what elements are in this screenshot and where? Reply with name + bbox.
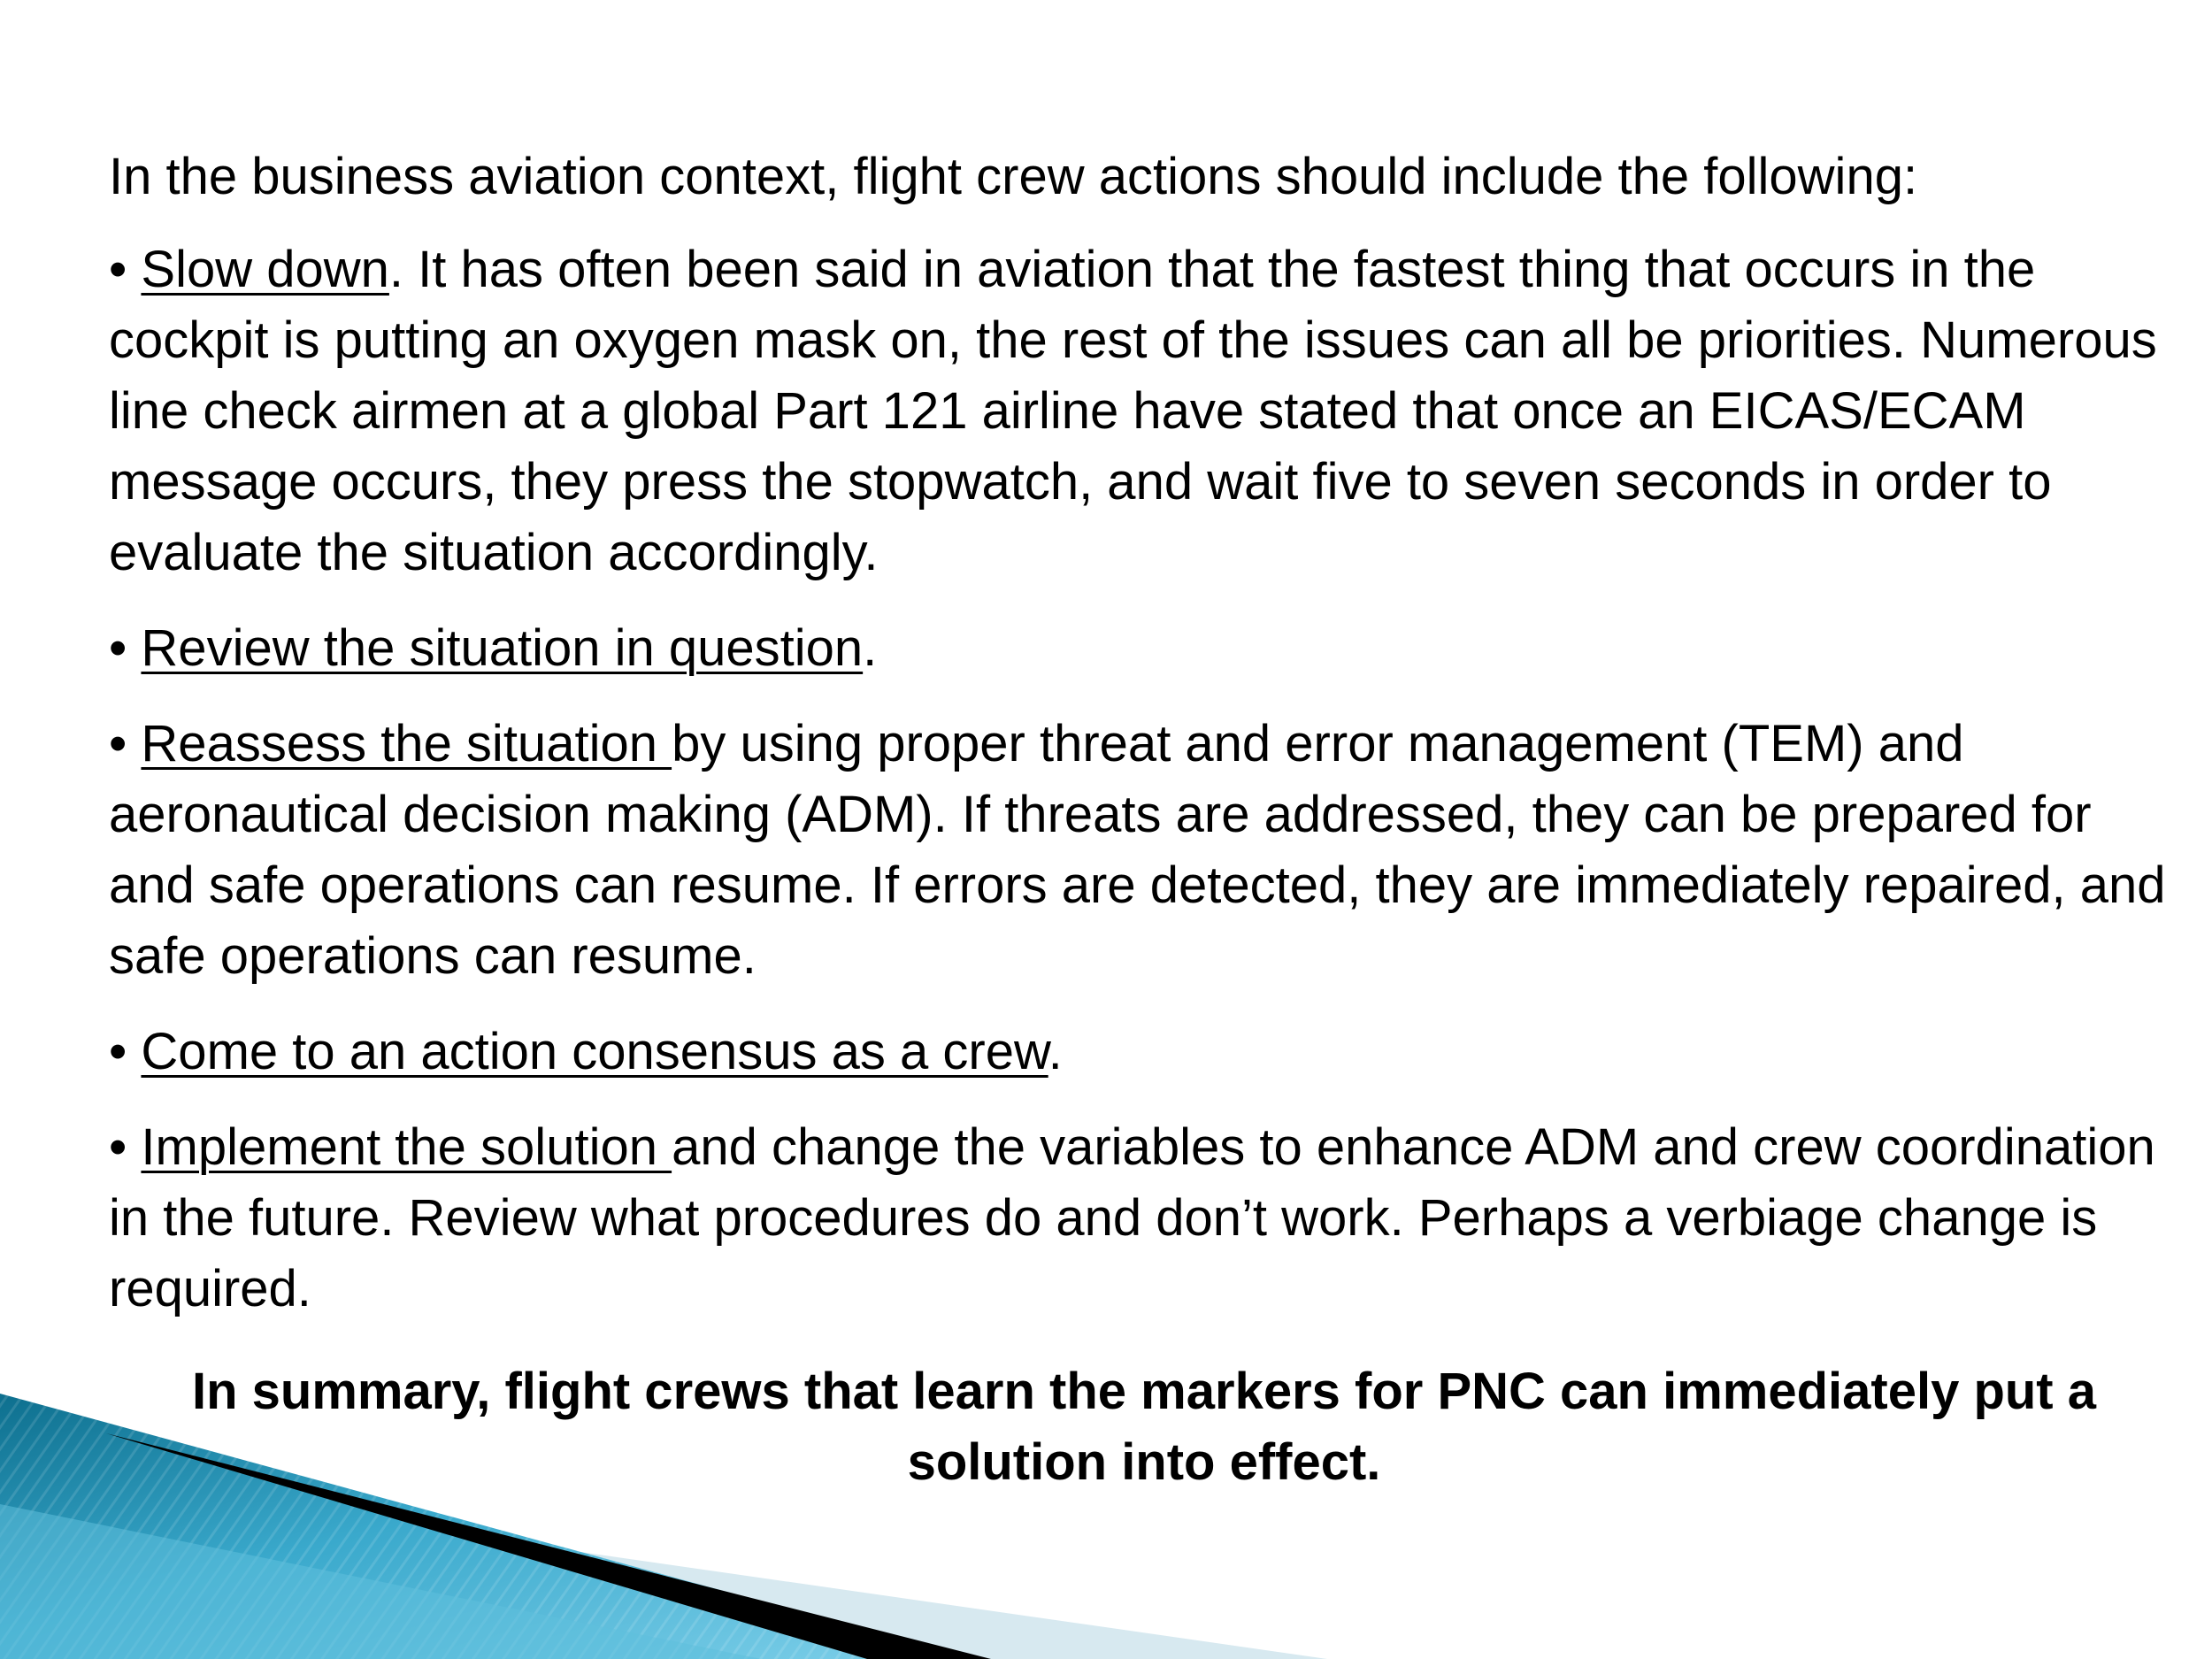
bullet-heading: Slow down	[141, 241, 389, 298]
bullet-heading: Reassess the situation	[141, 715, 672, 772]
bullet-heading: Review the situation in question	[141, 619, 864, 677]
bullet-marker: •	[109, 1118, 142, 1176]
bullet-text: by using proper threat and error management (TEM) and aeronautical decision making (ADM). If threats are addressed, they can be prepared for and safe operations can resume. If errors are detected, they are immediately repaired, and safe operations can resume.	[109, 715, 2166, 985]
bullet-heading: Implement the solution	[141, 1118, 672, 1176]
slide-body	[109, 142, 2179, 1349]
bullet-reassess	[109, 709, 2179, 992]
intro-text: In the business aviation context, flight crew actions should include the following:	[109, 148, 1918, 205]
bullet-text: .	[1048, 1023, 1063, 1080]
bullet-heading: Come to an action consensus as a crew	[141, 1023, 1048, 1080]
bullet-implement	[109, 1112, 2179, 1325]
bullet-text: .	[863, 619, 878, 677]
bullet-slow-down	[109, 234, 2179, 588]
bullet-marker: •	[109, 715, 142, 772]
bullet-marker: •	[109, 619, 142, 677]
summary-text: In summary, flight crews that learn the markers for PNC can immediately put a solution into effect.	[191, 1363, 2096, 1491]
bullet-review	[109, 613, 2179, 684]
bullet-consensus	[109, 1017, 2179, 1087]
bullet-marker: •	[109, 1023, 142, 1080]
bullet-text: and change the variables to enhance ADM and crew coordination in the future. Review what procedures do and don’t work. Perhaps a verbiage change is required.	[109, 1118, 2155, 1317]
bullet-text: . It has often been said in aviation that the fastest thing that occurs in the cockpit is putting an oxygen mask on, the rest of the issues can all be priorities. Numerous line check airmen at a global Part 121 airline have stated that once an EICAS/ECAM message occurs, they press the stopwatch, and wait five to seven seconds in order to evaluate the situation accordingly.	[109, 241, 2157, 581]
bullet-marker: •	[109, 241, 142, 298]
